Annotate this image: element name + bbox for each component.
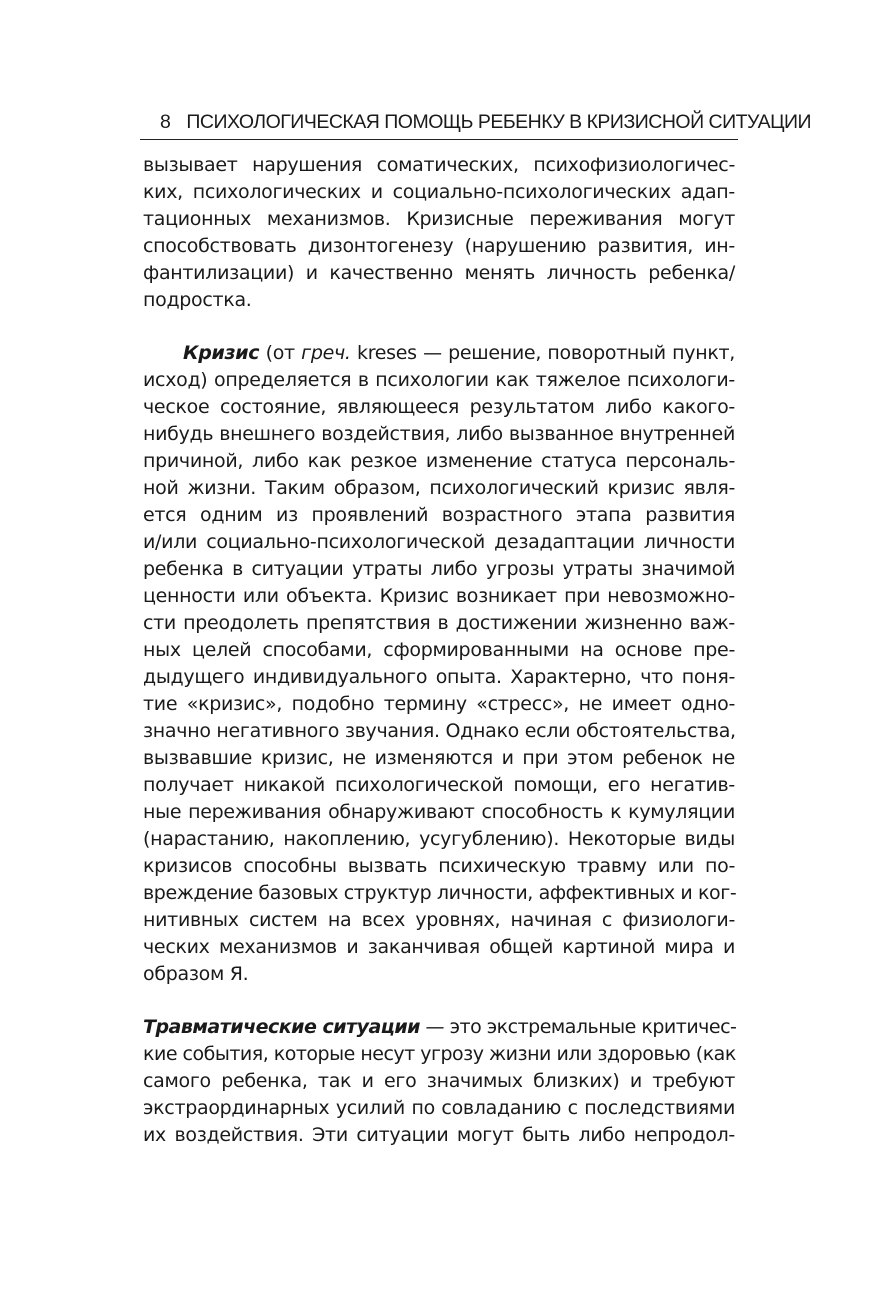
text-line-first (143, 1014, 735, 1041)
text-line: исход) определяется в психологии как тяжелое психологи- (143, 369, 735, 391)
text-line: их воздействия. Эти ситуации могут быть либо непродол- (143, 1124, 735, 1146)
text-line: ной жизни. Таким образом, психологический кризис явля- (143, 477, 735, 499)
text-line: получает никакой психологической помощи, его негатив- (143, 774, 735, 796)
text-line: фантилизации) и качественно менять личность ребенка/ (143, 262, 735, 284)
text-line: (нарастанию, накоплению, усугублению). Некоторые виды (143, 828, 735, 850)
text-fragment: — это экстремальные критичес- (420, 1016, 737, 1038)
text-line: ных целей способами, сформированными на основе пре- (143, 639, 735, 661)
text-line: подростка. (143, 289, 252, 311)
text-line: ется одним из проявлений возрастного этапа развития (143, 504, 735, 526)
text-line: вызывает нарушения соматических, психофизиологичес- (143, 154, 735, 176)
text-line: способствовать дизонтогенезу (нарушению развития, ин- (143, 235, 735, 257)
term-crisis: Кризис (183, 342, 260, 364)
text-fragment: (от (259, 342, 302, 364)
text-line: нитивных систем на всех уровнях, начиная с физиологи- (143, 909, 735, 931)
text-line: кризисов способны вызвать психическую травму или по- (143, 855, 735, 877)
page-number: 8 (160, 111, 171, 133)
text-line: ческих механизмов и заканчивая общей картиной мира и (143, 936, 735, 958)
text-line: образом Я. (143, 963, 249, 985)
text-line: ценности или объекта. Кризис возникает при невозможно- (143, 585, 735, 607)
text-fragment: kreses — решение, поворотный пункт, (350, 342, 735, 364)
text-line: самого ребенка, так и его значимых близких) и требуют (143, 1070, 735, 1092)
text-line: причиной, либо как резкое изменение статуса персональ- (143, 450, 735, 472)
text-line: вреждение базовых структур личности, аффективных и ког- (143, 882, 737, 904)
running-title: ПСИХОЛОГИЧЕСКАЯ ПОМОЩЬ РЕБЕНКУ В КРИЗИСНОЙ СИТУАЦИИ (186, 111, 812, 133)
text-line: сти преодолеть препятствия в достижении жизненно важ- (143, 612, 735, 634)
text-line: тие «кризис», подобно термину «стресс», не имеет одно- (143, 693, 735, 715)
text-line: ные переживания обнаруживают способность к кумуляции (143, 801, 735, 823)
text-line: ких, психологических и социально-психологических адап- (143, 181, 735, 203)
text-line-first (143, 340, 735, 367)
paragraph-traumatic-situations (143, 1014, 735, 1149)
text-line: дыдущего индивидуального опыта. Характерно, что поня- (143, 666, 735, 688)
running-header (140, 104, 812, 134)
text-line: ческое состояние, являющееся результатом либо какого- (143, 396, 735, 418)
text-line: кие события, которые несут угрозу жизни или здоровью (как (143, 1043, 736, 1065)
paragraph-continued (143, 152, 735, 314)
text-line: и/или социально-психологической дезадаптации личности (143, 531, 735, 553)
header-rule (140, 139, 738, 140)
term-traumatic-situations: Травматические ситуации (143, 1016, 420, 1038)
text-line: значно негативного звучания. Однако если обстоятельства, (143, 720, 736, 742)
text-line: нибудь внешнего воздействия, либо вызванное внутренней (143, 423, 735, 445)
text-line: ребенка в ситуации утраты либо угрозы утраты значимой (143, 558, 735, 580)
text-line: тационных механизмов. Кризисные переживания могут (143, 208, 735, 230)
paragraph-crisis-definition (143, 340, 735, 988)
text-line: вызвавшие кризис, не изменяются и при этом ребенок не (143, 747, 735, 769)
page-body (143, 152, 735, 1149)
text-line: экстраординарных усилий по совладанию с последствиями (143, 1097, 735, 1119)
abbr-greek: греч. (301, 342, 351, 364)
